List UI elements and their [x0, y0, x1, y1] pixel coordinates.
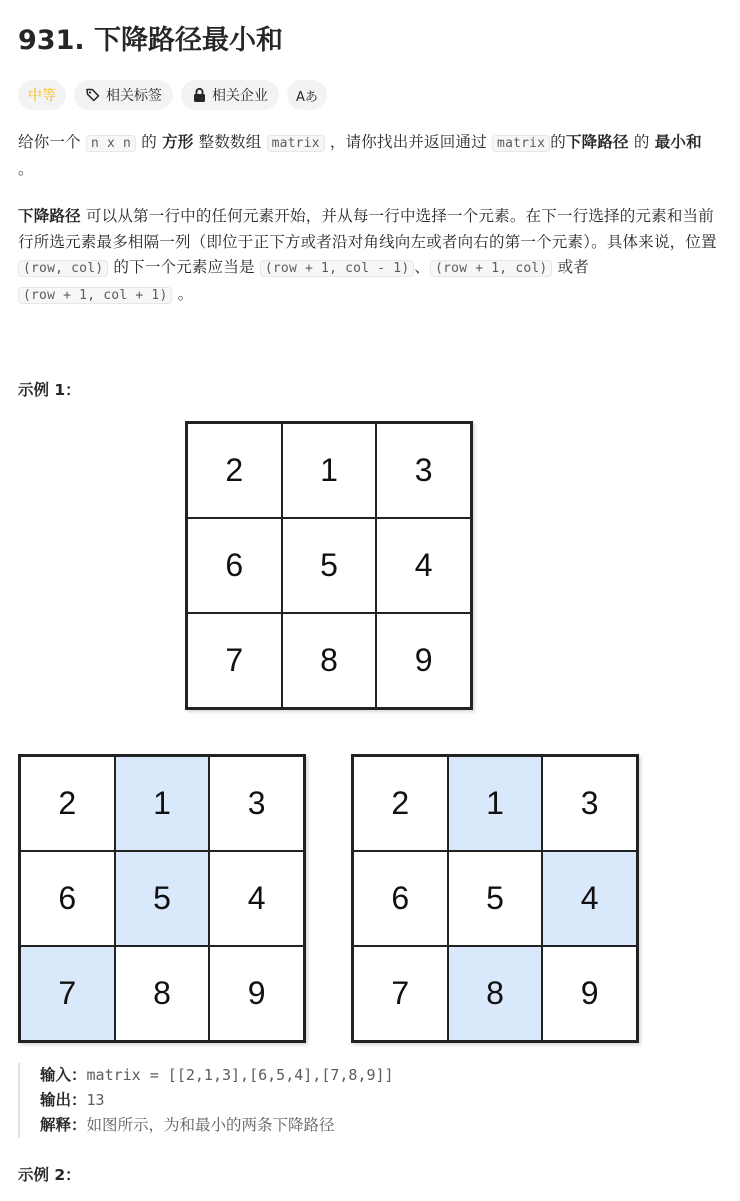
output-label: 输出： [40, 1091, 87, 1109]
text: 的下一个元素应当是 [113, 258, 255, 276]
example-1-io-block [18, 1063, 394, 1138]
related-tags-label: 相关标签 [106, 88, 162, 104]
bold-text: 下降路径 [18, 207, 81, 225]
falling-path-image-2 [351, 754, 639, 1043]
translate-icon: Aあ [296, 89, 318, 105]
matrix-cell: 2 [20, 756, 115, 851]
matrix-cell: 6 [353, 851, 448, 946]
matrix-cell: 3 [209, 756, 304, 851]
text: 的 [633, 133, 650, 151]
inline-code: matrix [267, 135, 325, 152]
matrix-cell: 8 [115, 946, 210, 1041]
input-label: 输入： [40, 1066, 87, 1084]
matrix-cell: 1 [115, 756, 210, 851]
text: 可以从第一行中的任何元素开始，并从每一行中选择一个元素。在下一行选择的元素和当前行所选元素最多相隔一列（即位于正下方或者沿对角线向左或者向右的第一个元素）。具体来说，位置 [18, 207, 717, 251]
matrix-cell: 7 [187, 613, 282, 708]
related-companies-button[interactable] [181, 80, 279, 110]
matrix-cell: 2 [353, 756, 448, 851]
bold-text: 最小和 [654, 133, 702, 151]
inline-code: matrix [492, 135, 550, 152]
text: 。 [177, 284, 194, 303]
explanation-row [40, 1113, 394, 1138]
matrix-cell: 4 [376, 518, 471, 613]
matrix-cell: 5 [448, 851, 543, 946]
text: 、 [414, 258, 431, 276]
text: 或者 [557, 258, 589, 276]
explanation-value: 如图所示，为和最小的两条下降路径 [86, 1116, 335, 1134]
output-value: 13 [86, 1091, 105, 1109]
example-1-title: 示例 1： [18, 381, 81, 399]
inline-code: (row + 1, col + 1) [18, 287, 172, 304]
matrix-cell: 1 [282, 423, 377, 518]
matrix-cell: 9 [209, 946, 304, 1041]
matrix-cell: 4 [542, 851, 637, 946]
example-2-title: 示例 2： [18, 1166, 81, 1184]
translate-button[interactable] [287, 80, 327, 110]
falling-path-image-1 [18, 754, 306, 1043]
inline-code: (row, col) [18, 260, 108, 277]
matrix-cell: 8 [282, 613, 377, 708]
description-paragraph-2 [18, 204, 718, 308]
matrix-cell: 6 [20, 851, 115, 946]
bold-text: 方形 [162, 133, 194, 151]
problem-title: 931. 下降路径最小和 [18, 25, 284, 56]
matrix-cell: 1 [448, 756, 543, 851]
related-tags-button[interactable] [74, 80, 173, 110]
matrix-cell: 7 [353, 946, 448, 1041]
text: 给你一个 [18, 133, 81, 151]
example-matrix-image [185, 421, 473, 710]
matrix-cell: 5 [282, 518, 377, 613]
text: 整数数组 [198, 133, 262, 151]
text: 的 [141, 133, 157, 151]
inline-code: (row + 1, col - 1) [260, 260, 414, 277]
tag-icon [85, 87, 101, 103]
matrix-cell: 7 [20, 946, 115, 1041]
matrix-cell: 8 [448, 946, 543, 1041]
matrix-cell: 3 [542, 756, 637, 851]
inline-code: n x n [86, 135, 136, 152]
inline-code: (row + 1, col) [430, 260, 552, 277]
text: ，请你找出并返回通过 [329, 133, 487, 151]
bold-text: 下降路径 [565, 133, 629, 151]
matrix-cell: 3 [376, 423, 471, 518]
description-paragraph-1 [18, 130, 718, 182]
related-companies-label: 相关企业 [212, 88, 268, 104]
text: 。 [18, 159, 34, 178]
text: 的 [550, 133, 566, 151]
output-row [40, 1088, 394, 1113]
matrix-cell: 6 [187, 518, 282, 613]
difficulty-badge[interactable]: 中等 [18, 80, 66, 110]
matrix-cell: 5 [115, 851, 210, 946]
matrix-cell: 4 [209, 851, 304, 946]
lock-icon [192, 87, 207, 103]
matrix-cell: 2 [187, 423, 282, 518]
matrix-cell: 9 [376, 613, 471, 708]
input-row [40, 1063, 394, 1088]
problem-tags [18, 80, 327, 110]
explanation-label: 解释： [40, 1116, 87, 1134]
matrix-cell: 9 [542, 946, 637, 1041]
input-value: matrix = [[2,1,3],[6,5,4],[7,8,9]] [86, 1066, 394, 1084]
